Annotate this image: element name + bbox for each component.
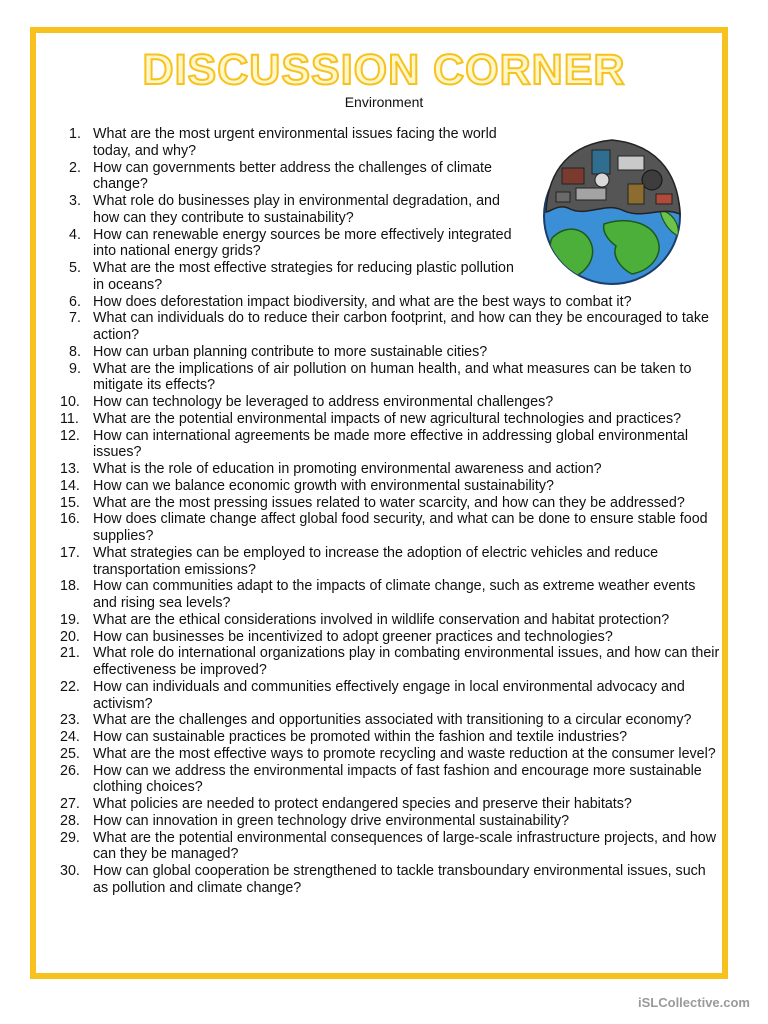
question-item bbox=[60, 394, 720, 411]
question-text: How can governments better address the challenges of climate change? bbox=[93, 159, 492, 193]
question-number: 28. bbox=[60, 812, 80, 829]
question-item bbox=[60, 746, 720, 763]
question-item bbox=[60, 411, 720, 428]
question-number: 27. bbox=[60, 796, 80, 812]
question-text: What are the potential environmental consequences of large-scale infrastructure projects, and how can they be managed? bbox=[93, 829, 717, 863]
question-number: 15. bbox=[60, 494, 80, 511]
question-text: What are the most pressing issues related to water scarcity, and how can they be addressed? bbox=[93, 494, 685, 511]
question-item bbox=[60, 712, 720, 729]
question-item bbox=[60, 461, 720, 478]
question-number: 2. bbox=[69, 159, 81, 176]
question-text: How can we address the environmental impacts of fast fashion and encourage more sustainable clothing choices? bbox=[93, 762, 702, 796]
question-text: What is the role of education in promoting environmental awareness and action? bbox=[93, 461, 602, 477]
question-number: 14. bbox=[60, 477, 80, 494]
question-text: What strategies can be employed to increase the adoption of electric vehicles and reduce transportation emissions? bbox=[93, 544, 659, 578]
question-text: What are the challenges and opportunities associated with transitioning to a circular economy? bbox=[93, 712, 692, 729]
question-text: How can renewable energy sources be more effectively integrated into national energy grids? bbox=[93, 226, 512, 260]
question-text: How can sustainable practices be promoted within the fashion and textile industries? bbox=[93, 729, 628, 745]
question-text: What policies are needed to protect endangered species and preserve their habitats? bbox=[93, 796, 632, 812]
question-number: 13. bbox=[60, 461, 80, 477]
question-item bbox=[60, 629, 720, 646]
question-item bbox=[60, 813, 720, 830]
question-number: 3. bbox=[69, 193, 81, 209]
question-number: 9. bbox=[69, 360, 81, 377]
question-text: How can businesses be incentivized to adopt greener practices and technologies? bbox=[93, 628, 613, 645]
question-item bbox=[60, 193, 720, 227]
question-item bbox=[60, 679, 720, 713]
question-text: How can we balance economic growth with environmental sustainability? bbox=[93, 477, 554, 494]
question-text: How can communities adapt to the impacts of climate change, such as extreme weather events and rising sea levels? bbox=[93, 578, 696, 611]
question-list bbox=[60, 126, 720, 897]
question-number: 19. bbox=[60, 611, 80, 628]
question-number: 22. bbox=[60, 678, 80, 695]
question-item bbox=[60, 294, 720, 311]
question-number: 20. bbox=[60, 628, 80, 645]
question-number: 8. bbox=[69, 343, 81, 360]
question-item bbox=[60, 863, 720, 897]
question-item bbox=[60, 729, 720, 746]
question-number: 16. bbox=[60, 511, 80, 528]
question-text: What role do businesses play in environmental degradation, and how can they contribute to sustainability? bbox=[93, 193, 500, 226]
question-item bbox=[60, 260, 720, 294]
question-number: 24. bbox=[60, 729, 80, 745]
question-item bbox=[60, 578, 720, 612]
question-text: How can individuals and communities effectively engage in local environmental advocacy and activism? bbox=[93, 678, 685, 712]
question-number: 12. bbox=[60, 427, 80, 444]
question-number: 25. bbox=[60, 745, 80, 762]
question-number: 29. bbox=[60, 829, 80, 846]
question-number: 7. bbox=[69, 310, 81, 327]
question-item bbox=[60, 495, 720, 512]
question-text: How does deforestation impact biodiversity, and what are the best ways to combat it? bbox=[93, 293, 632, 310]
question-number: 11. bbox=[60, 410, 79, 427]
question-text: What are the implications of air pollution on human health, and what measures can be taken to mitigate its effects? bbox=[93, 360, 692, 394]
question-text: How can global cooperation be strengthened to tackle transboundary environmental issues, such as pollution and climate change? bbox=[93, 863, 706, 896]
question-item bbox=[60, 796, 720, 813]
question-text: How can international agreements be made more effective in addressing global environmental issues? bbox=[93, 427, 688, 461]
question-number: 23. bbox=[60, 712, 80, 729]
question-text: How can innovation in green technology drive environmental sustainability? bbox=[93, 812, 570, 829]
question-item bbox=[60, 126, 720, 160]
question-number: 5. bbox=[69, 260, 81, 276]
question-text: What role do international organizations play in combating environmental issues, and how can their effectiveness be improved? bbox=[93, 645, 720, 678]
page-subtitle: Environment bbox=[344, 94, 424, 110]
question-item bbox=[60, 310, 720, 344]
question-text: What are the most urgent environmental issues facing the world today, and why? bbox=[93, 126, 497, 159]
question-item bbox=[60, 160, 720, 194]
question-number: 4. bbox=[69, 226, 81, 243]
question-text: What can individuals do to reduce their carbon footprint, and how can they be encouraged to take action? bbox=[93, 310, 709, 343]
question-item bbox=[60, 830, 720, 864]
question-item bbox=[60, 511, 720, 545]
question-number: 17. bbox=[60, 544, 80, 561]
question-item bbox=[60, 227, 720, 261]
question-number: 6. bbox=[69, 293, 81, 310]
question-number: 1. bbox=[69, 126, 81, 142]
question-text: What are the most effective strategies for reducing plastic pollution in oceans? bbox=[93, 260, 514, 293]
question-number: 26. bbox=[60, 762, 80, 779]
question-item bbox=[60, 478, 720, 495]
question-item bbox=[60, 361, 720, 395]
question-text: How can urban planning contribute to more sustainable cities? bbox=[93, 343, 488, 360]
watermark: iSLCollective.com bbox=[638, 995, 750, 1010]
question-item bbox=[60, 645, 720, 679]
question-text: How can technology be leveraged to address environmental challenges? bbox=[93, 394, 554, 410]
question-item bbox=[60, 428, 720, 462]
question-text: What are the ethical considerations involved in wildlife conservation and habitat protection? bbox=[93, 611, 670, 628]
question-item bbox=[60, 763, 720, 797]
page-title: DISCUSSION CORNER bbox=[142, 46, 626, 94]
question-item bbox=[60, 545, 720, 579]
question-text: What are the potential environmental impacts of new agricultural technologies and practices? bbox=[93, 410, 682, 427]
question-number: 18. bbox=[60, 578, 80, 595]
question-number: 21. bbox=[60, 645, 80, 662]
question-text: What are the most effective ways to promote recycling and waste reduction at the consumer level? bbox=[93, 745, 716, 762]
question-number: 30. bbox=[60, 863, 80, 879]
question-text: How does climate change affect global food security, and what can be done to ensure stable food supplies? bbox=[93, 511, 708, 544]
question-item bbox=[60, 612, 720, 629]
question-item bbox=[60, 344, 720, 361]
question-number: 10. bbox=[60, 394, 80, 410]
